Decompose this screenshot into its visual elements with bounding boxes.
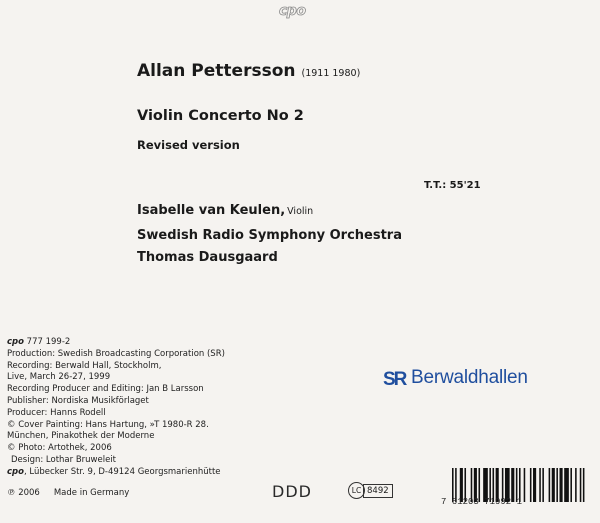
berwaldhallen-logo <box>383 367 528 389</box>
barcode-bar <box>549 468 551 502</box>
credit-line: Live, March 26-27, 1999 <box>7 372 111 383</box>
orchestra-name: Swedish Radio Symphony Orchestra <box>137 228 402 243</box>
lc-number: 8492 <box>363 484 393 498</box>
composer-dates: (1911 1980) <box>301 68 361 79</box>
barcode-bar <box>533 468 536 502</box>
barcode-bar <box>570 468 572 502</box>
berwaldhallen-text: Berwaldhallen <box>411 367 528 388</box>
lc-circle: LC <box>348 482 365 499</box>
catalog-number-line <box>7 337 225 349</box>
barcode-bar <box>560 468 563 502</box>
credit-line: Recording Producer and Editing: Jan B Larsson <box>7 384 204 395</box>
footer-line <box>7 488 129 498</box>
catalog-label: cpo <box>7 337 24 347</box>
barcode-bar <box>580 468 582 502</box>
credits-block <box>7 337 225 479</box>
barcode-bar <box>583 468 585 502</box>
sr-mark-text: SR <box>383 369 406 389</box>
work-title: Violin Concerto No 2 <box>137 108 304 124</box>
composer-name: Allan Pettersson <box>137 61 296 81</box>
credit-line: © Cover Painting: Hans Hartung, »T 1980-R 28. <box>7 419 209 430</box>
work-version: Revised version <box>137 138 240 152</box>
soloist-name: Isabelle van Keulen, <box>137 203 286 218</box>
conductor-name: Thomas Dausgaard <box>137 250 278 265</box>
copyright-notice: ℗ 2006 <box>7 488 40 498</box>
address-line <box>7 467 225 479</box>
soloist-role: Violin <box>287 206 314 217</box>
cpo-logo: cpo <box>279 3 306 19</box>
credit-line: Recording: Berwald Hall, Stockholm, <box>7 360 162 371</box>
barcode-bar <box>524 468 526 502</box>
label-code <box>348 482 393 499</box>
barcode-bar <box>575 468 577 502</box>
barcode-digits: 7 61203 71992 1 <box>441 497 523 507</box>
barcode-bar <box>564 468 569 502</box>
catalog-number: 777 199-2 <box>23 337 71 347</box>
credit-line: Design: Lothar Bruweleit <box>11 454 117 465</box>
total-time: T.T.: 55'21 <box>424 180 481 191</box>
composer-heading <box>137 61 360 81</box>
barcode-bar <box>556 468 558 502</box>
credit-line: Production: Swedish Broadcasting Corporation (SR) <box>7 348 225 359</box>
credit-line: © Photo: Artothek, 2006 <box>7 443 112 454</box>
address-label: cpo <box>7 466 24 477</box>
barcode-bar <box>542 468 544 502</box>
credit-line: München, Pinakothek der Moderne <box>7 431 155 442</box>
credit-line: Producer: Hanns Rodell <box>7 407 106 418</box>
barcode-bar <box>552 468 555 502</box>
sr-mark-icon <box>383 367 407 389</box>
ddd-code: DDD <box>272 482 312 501</box>
barcode-bar <box>539 468 541 502</box>
soloist-line <box>137 203 313 218</box>
barcode-bar <box>530 468 532 502</box>
address-text: , Lübecker Str. 9, D-49124 Georgsmarienhütte <box>23 466 221 477</box>
credit-line: Publisher: Nordiska Musikförlaget <box>7 395 149 406</box>
made-in: Made in Germany <box>53 488 130 498</box>
